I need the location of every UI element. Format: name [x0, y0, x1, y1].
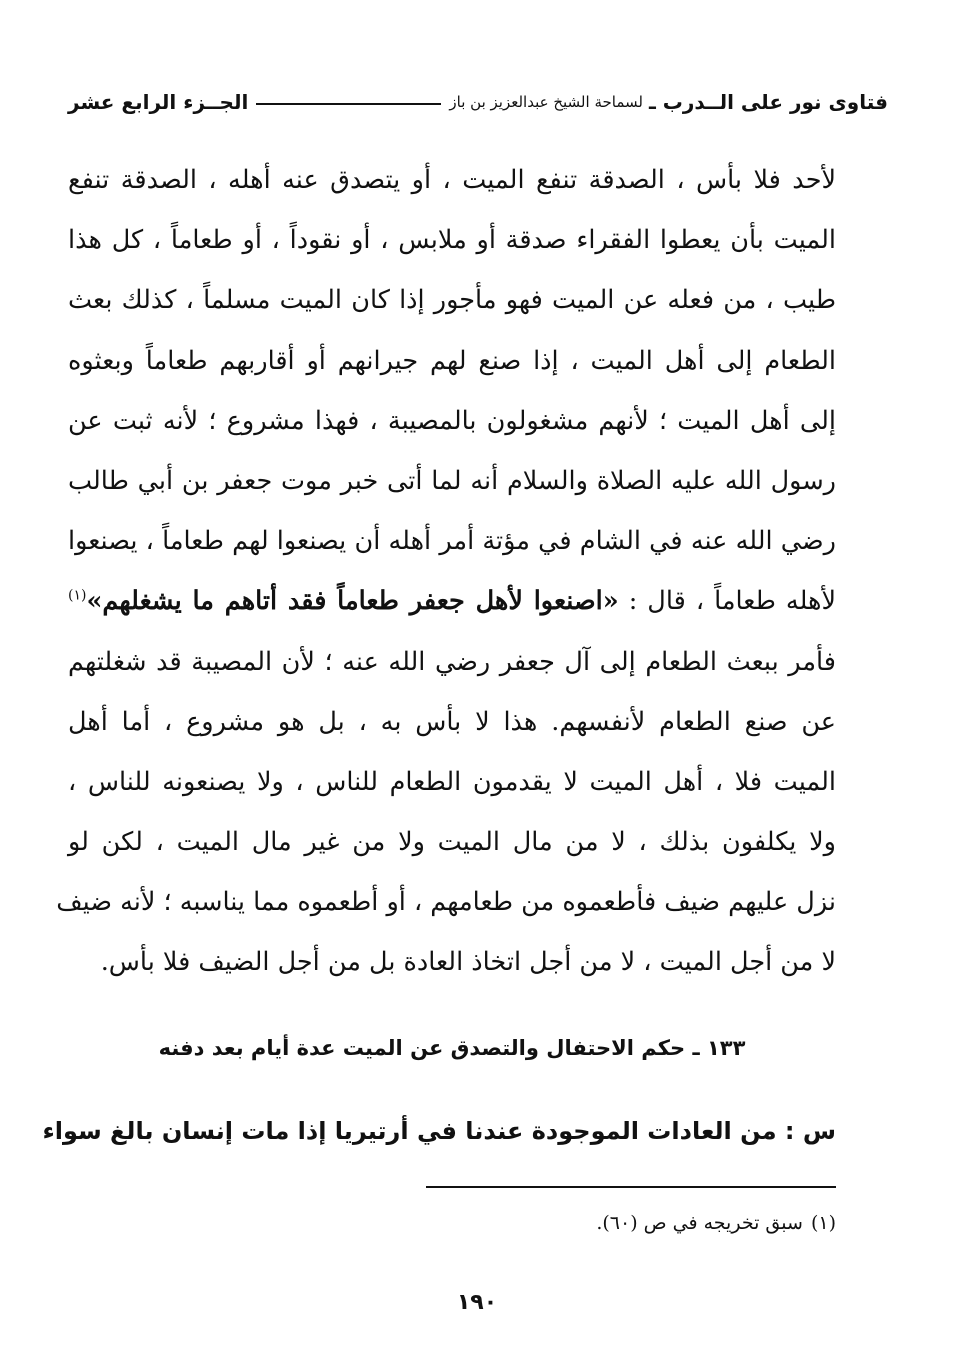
text-line: الميت بأن يعطوا الفقراء صدقة أو ملابس ، أو نقوداً ، أو طعاماً ، كل هذا — [68, 225, 836, 256]
hadith-line — [68, 571, 836, 631]
text-line: ولا يكلفون بذلك ، لا من مال الميت ولا من غير مال الميت ، لكن لو — [68, 827, 836, 858]
page-number: ١٩٠ — [456, 1290, 498, 1315]
book-title: فتاوى نور على الــدرب ـ — [648, 90, 888, 114]
text-line: إلى أهل الميت ؛ لأنهم مشغولون بالمصيبة ، فهذا مشروع ؛ لأنه ثبت عن — [68, 405, 836, 436]
hadith-prefix: لأهله طعاماً ، قال : — [628, 586, 836, 617]
text-line: رسول الله عليه الصلاة والسلام أنه لما أتى خبر موت جعفر بن أبي طالب — [68, 465, 836, 496]
header-rule — [256, 103, 441, 105]
text-line: لأحد فلا بأس ، الصدقة تنفع الميت ، أو يتصدق عنه أهله ، الصدقة تنفع — [68, 165, 836, 195]
footnote — [596, 1212, 836, 1234]
running-header — [68, 86, 888, 118]
question-line: س : من العادات الموجودة عندنا في أرتيريا إذا مات إنسان بالغ سواء — [42, 1117, 836, 1145]
text-line: عن صنع الطعام لأنفسهم. هذا لا بأس به ، بل هو مشروع ، أما أهل — [68, 706, 836, 737]
author-name: لسماحة الشيخ عبدالعزيز بن باز — [449, 93, 643, 111]
footnote-text: سبق تخريجه في ص (٦٠). — [596, 1212, 803, 1234]
section-heading: ١٣٣ ـ حكم الاحتفال والتصدق عن الميت عدة أيام بعد دفنه — [158, 1036, 746, 1060]
text-line: طيب ، من فعله عن الميت فهو مأجور إذا كان الميت مسلماً ، كذلك بعث — [68, 285, 836, 316]
footnote-separator — [426, 1186, 836, 1188]
text-line: الطعام إلى أهل الميت ، إذا صنع لهم جيرانهم أو أقاربهم طعاماً وبعثوه — [68, 345, 836, 376]
body-text — [56, 150, 836, 993]
volume-label: الجــزء الرابع عشر — [68, 90, 249, 114]
text-line: لا من أجل الميت ، لا من أجل اتخاذ العادة بل من أجل الضيف فلا بأس. — [100, 947, 836, 978]
text-line: الميت فلا ، أهل الميت لا يقدمون الطعام للناس ، ولا يصنعونه للناس ، — [68, 766, 836, 797]
text-line: فأمر ببعث الطعام إلى آل جعفر رضي الله عنه ؛ لأن المصيبة قد شغلتهم — [68, 646, 836, 677]
text-line: نزل عليهم ضيف فأطعموه من طعامهم ، أو أطعموه مما يناسبه ؛ لأنه ضيف — [56, 887, 836, 918]
text-line: رضي الله عنه في الشام في مؤتة أمر أهله أن يصنعوا لهم طعاماً ، يصنعوا — [68, 526, 836, 557]
footnote-number: (١) — [810, 1212, 836, 1234]
hadith-quote: «اصنعوا لأهل جعفر طعاماً فقد أتاهم ما يشغلهم» — [86, 586, 619, 617]
footnote-reference[interactable]: (١) — [68, 587, 87, 604]
